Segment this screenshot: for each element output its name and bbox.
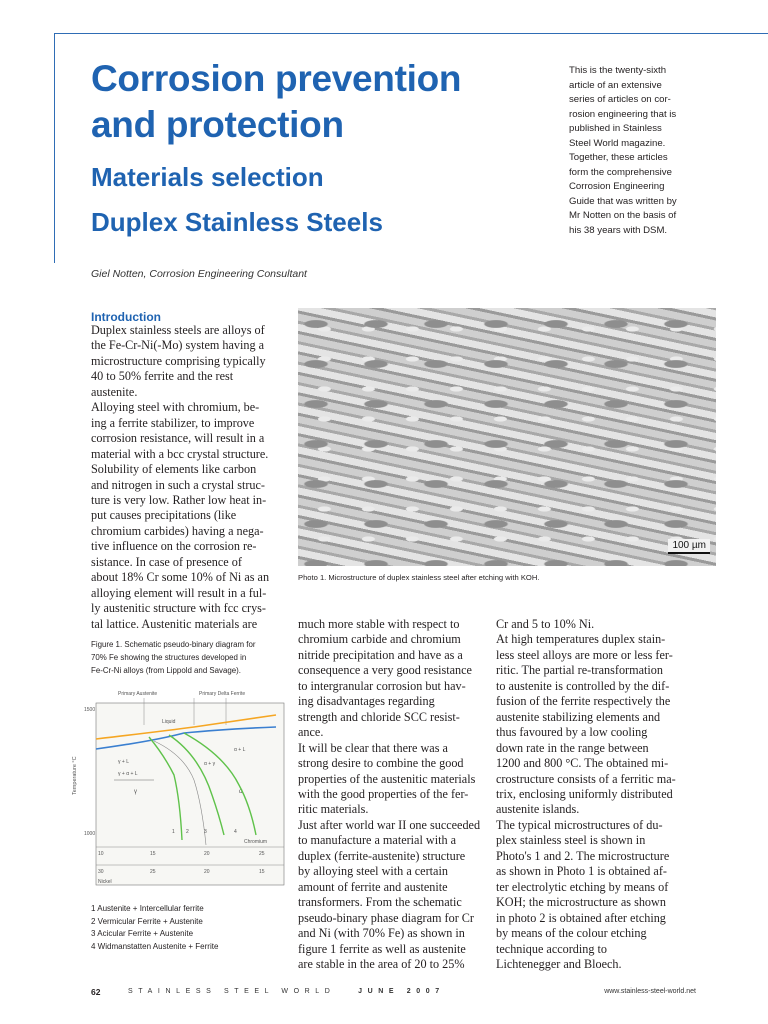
- series-note-line: This is the twenty-sixth: [569, 65, 667, 76]
- series-note: [569, 64, 729, 238]
- subtitle-duplex-stainless-steels: Duplex Stainless Steels: [91, 207, 383, 237]
- body-line: ly austenitic structure with fcc crys-: [91, 601, 266, 616]
- body-line: amount of ferrite and austenite: [298, 879, 448, 894]
- body-line: crostructure consists of a ferritic ma-: [496, 771, 676, 786]
- series-note-line: form the comprehensive: [569, 166, 672, 178]
- legend-item: 1 Austenite + Intercellular ferrite: [91, 904, 204, 913]
- body-line: are stable in the area of 20 to 25%: [298, 956, 465, 971]
- body-line: austenite.: [91, 384, 138, 399]
- body-line: Cr and 5 to 10% Ni.: [496, 617, 595, 631]
- body-line: ritic materials.: [298, 802, 369, 817]
- scale-bar-label: 100 µm: [668, 539, 710, 554]
- series-note-line: Corrosion Engineering: [569, 181, 665, 192]
- title-line-2: and protection: [91, 104, 344, 145]
- body-line: tive influence on the corrosion re-: [91, 539, 257, 554]
- body-line: Lichtenegger and Bloech.: [496, 956, 622, 971]
- legend-item: 4 Widmanstatten Austenite + Ferrite: [91, 941, 219, 951]
- body-line: nitride precipitation and have as a: [298, 647, 463, 662]
- nickel-axis-label: Nickel: [98, 879, 112, 885]
- body-line: by alloying steel with a certain: [298, 864, 448, 879]
- body-column-1: [91, 323, 291, 632]
- chromium-axis-label: Chromium: [244, 839, 268, 845]
- body-line: austenite islands.: [496, 802, 580, 817]
- body-line: tal lattice. Austenitic materials are: [91, 616, 258, 631]
- series-note-line: Mr Notten on the basis of: [569, 210, 677, 221]
- body-line: and Ni (with 70% Fe) as shown in: [298, 926, 465, 941]
- body-line: The typical microstructures of du-: [496, 817, 663, 832]
- series-note-line: Steel World magazine.: [569, 137, 666, 149]
- microstructure-photo: [298, 308, 716, 566]
- figure-caption-line: Figure 1. Schematic pseudo-binary diagram for: [91, 640, 256, 649]
- body-line: austenite stabilizing elements and: [496, 709, 661, 724]
- page-number: 62: [91, 987, 101, 997]
- title-line-1: Corrosion prevention: [91, 58, 462, 99]
- body-line: 40 to 50% ferrite and the rest: [91, 369, 234, 384]
- body-line: chromium carbide and chromium: [298, 632, 461, 647]
- diagram-background: [96, 703, 284, 885]
- body-column-2: [298, 617, 488, 972]
- article-title: [91, 56, 541, 148]
- region-number-2: 2: [186, 829, 189, 835]
- series-note-line: Guide that was written by: [569, 195, 677, 207]
- cr-tick-label: 10: [98, 851, 104, 857]
- ni-tick-label: 20: [204, 869, 210, 875]
- legend-item: 2 Vermicular Ferrite + Austenite: [91, 916, 203, 926]
- series-note-line: published in Stainless: [569, 123, 662, 134]
- tick-label-1000: 1000: [84, 831, 96, 837]
- region-number-4: 4: [234, 829, 237, 835]
- author-byline: Giel Notten, Corrosion Engineering Consultant: [91, 268, 307, 280]
- ni-tick-label: 25: [150, 869, 156, 875]
- cr-tick-label: 25: [259, 851, 265, 857]
- body-line: less steel alloys are more or less fer-: [496, 647, 673, 662]
- body-line: properties of the austenitic materials: [298, 771, 476, 786]
- magazine-name: [128, 988, 445, 995]
- issue-date: JUNE 2007: [358, 988, 445, 995]
- body-line: much more stable with respect to: [298, 617, 460, 631]
- body-line: alloying element will result in a ful-: [91, 585, 267, 600]
- body-line: trix, enclosing uniformly distributed: [496, 786, 673, 801]
- label-alpha-plus-liquid: α + L: [234, 747, 246, 753]
- figure-legend: [91, 903, 291, 953]
- page-footer: [91, 987, 696, 1001]
- body-line: duplex (ferrite-austenite) structure: [298, 848, 466, 863]
- body-line: thus favoured by a low cooling: [496, 725, 648, 740]
- body-line: to intergranular corrosion but hav-: [298, 678, 466, 693]
- cr-tick-label: 15: [150, 851, 156, 857]
- body-line: figure 1 ferrite as well as austenite: [298, 941, 466, 956]
- body-line: ter electrolytic etching by means of: [496, 879, 669, 894]
- body-line: down rate in the range between: [496, 740, 649, 755]
- phase-diagram: [54, 685, 290, 890]
- body-line: ance.: [298, 725, 324, 740]
- footer-url[interactable]: www.stainless-steel-world.net: [604, 988, 696, 995]
- legend-item: 3 Acicular Ferrite + Austenite: [91, 929, 194, 938]
- body-line: material with a bcc crystal structure.: [91, 446, 269, 461]
- subtitle-materials-selection: Materials selection: [91, 162, 324, 192]
- section-heading-introduction: Introduction: [91, 310, 161, 324]
- body-line: strength and chloride SCC resist-: [298, 709, 460, 724]
- body-line: to manufacture a material with a: [298, 833, 457, 848]
- label-primary-delta-ferrite: Primary Delta Ferrite: [199, 691, 246, 697]
- label-alpha: α: [239, 789, 243, 795]
- body-line: and nitrogen in such a crystal struc-: [91, 477, 265, 492]
- body-line: chromium carbides) having a nega-: [91, 523, 264, 538]
- body-line: ritic. The partial re-transformation: [496, 663, 663, 678]
- header-rule-top: [54, 33, 768, 34]
- body-line: put causes precipitations (like: [91, 508, 237, 523]
- body-line: ing a ferrite stabilizer, to improve: [91, 415, 255, 430]
- region-number-1: 1: [172, 829, 175, 835]
- cr-tick-label: 20: [204, 851, 210, 857]
- body-line: At high temperatures duplex stain-: [496, 632, 666, 647]
- photo-caption: Photo 1. Microstructure of duplex stainless steel after etching with KOH.: [298, 573, 540, 582]
- body-line: fusion of the ferrite respectively the: [496, 694, 671, 709]
- label-alpha-plus-gamma: α + γ: [204, 761, 216, 767]
- body-line: by means of the colour etching: [496, 926, 647, 941]
- ni-tick-label: 30: [98, 869, 104, 875]
- body-line: Just after world war II one succeeded: [298, 817, 481, 832]
- y-axis-label: Temperature °C: [72, 756, 78, 795]
- label-gamma-alpha-liquid: γ + α + L: [118, 771, 138, 777]
- magazine-title: STAINLESS STEEL WORLD: [128, 988, 336, 995]
- tick-label-1500: 1500: [84, 707, 96, 713]
- body-line: Alloying steel with chromium, be-: [91, 400, 260, 415]
- body-line: as shown in Photo 1 is obtained af-: [496, 864, 667, 879]
- series-note-line: rosion engineering that is: [569, 108, 677, 120]
- series-note-line: article of an extensive: [569, 79, 662, 91]
- body-line: corrosion resistance, will result in a: [91, 431, 265, 446]
- body-column-3: [496, 617, 696, 972]
- header-rule-left: [54, 33, 55, 263]
- body-line: in photo 2 is obtained after etching: [496, 910, 666, 925]
- series-note-line: series of articles on cor-: [569, 94, 671, 105]
- body-line: sistance. In case of presence of: [91, 554, 242, 569]
- body-line: transformers. From the schematic: [298, 895, 462, 910]
- body-line: It will be clear that there was a: [298, 740, 448, 755]
- body-line: 1200 and 800 °C. The obtained mi-: [496, 756, 669, 771]
- body-line: Duplex stainless steels are alloys of: [91, 323, 265, 337]
- figure-caption-line: Fe-Cr-Ni alloys (from Lippold and Savage).: [91, 666, 241, 675]
- body-line: plex stainless steel is shown in: [496, 833, 646, 848]
- label-gamma: γ: [134, 789, 137, 795]
- figure-caption-line: 70% Fe showing the structures developed in: [91, 653, 247, 662]
- body-line: with the good properties of the fer-: [298, 786, 469, 801]
- region-number-3: 3: [204, 829, 207, 835]
- body-line: consequence a very good resistance: [298, 663, 472, 678]
- label-liquid: Liquid: [162, 719, 176, 725]
- label-primary-austenite: Primary Austenite: [118, 691, 158, 697]
- body-line: strong desire to combine the good: [298, 756, 464, 771]
- body-line: microstructure comprising typically: [91, 353, 266, 368]
- figure-caption: [91, 638, 291, 677]
- body-line: ing disadvantages regarding: [298, 694, 435, 709]
- body-line: ture is very low. Rather low heat in-: [91, 492, 267, 507]
- series-note-line: his 38 years with DSM.: [569, 224, 668, 236]
- body-line: the Fe-Cr-Ni(-Mo) system having a: [91, 338, 265, 353]
- label-gamma-plus-liquid: γ + L: [118, 759, 129, 765]
- body-line: about 18% Cr some 10% of Ni as an: [91, 570, 270, 585]
- body-line: Solubility of elements like carbon: [91, 462, 257, 477]
- body-line: to austenite is controlled by the dif-: [496, 678, 670, 693]
- ni-tick-label: 15: [259, 869, 265, 875]
- series-note-line: Together, these articles: [569, 152, 668, 163]
- body-line: Photo's 1 and 2. The microstructure: [496, 848, 670, 863]
- body-line: technique according to: [496, 941, 607, 956]
- body-line: KOH; the microstructure as shown: [496, 895, 666, 910]
- body-line: pseudo-binary phase diagram for Cr: [298, 910, 474, 925]
